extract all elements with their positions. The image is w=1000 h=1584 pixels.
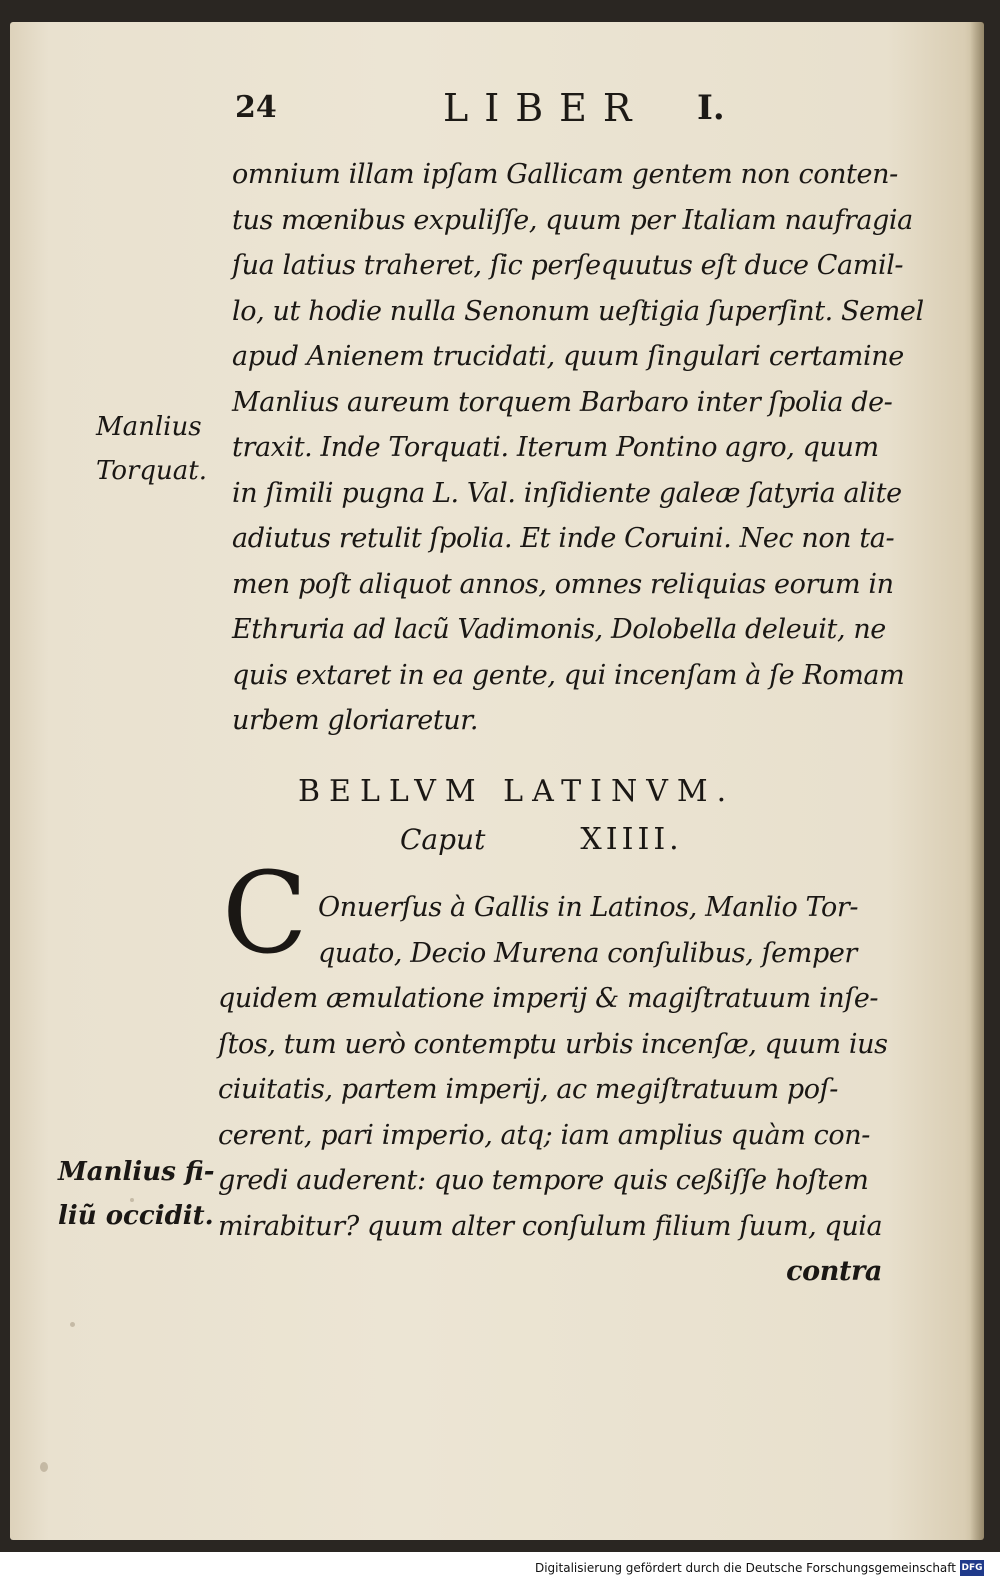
text-line: gredi auderent: quo tempore quis ceßiſſe hoſtem xyxy=(218,1165,869,1196)
caput-label: Caput xyxy=(400,823,486,856)
text-line: ciuitatis, partem imperij, ac megiſtratuum poſ- xyxy=(218,1074,838,1105)
paper-stain xyxy=(70,1322,75,1327)
running-title: LIBER xyxy=(443,86,648,130)
marginal-note-line: liũ occidit. xyxy=(58,1201,214,1231)
text-line: mirabitur? quum alter conſulum filium ſuum, quia xyxy=(218,1210,883,1242)
chapter-text xyxy=(218,885,898,1295)
body-text xyxy=(232,152,924,744)
page-gutter-shadow xyxy=(970,22,984,1540)
text-line: cerent, pari imperio, atq; iam amplius quàm con- xyxy=(218,1119,870,1151)
funding-credit: Digitalisierung gefördert durch die Deutsche Forschungsgemeinschaft xyxy=(534,1561,956,1575)
text-line: quis extaret in ea gente, qui incenſam à ſe Romam xyxy=(232,659,905,691)
paper-stain xyxy=(40,1462,48,1472)
marginal-note-manlius-filium xyxy=(58,1150,215,1238)
text-line: Ethruria ad lacũ Vadimonis, Dolobella deleuit, ne xyxy=(232,614,886,645)
text-line: in ſimili pugna L. Val. inſidiente galeæ ſatyria alite xyxy=(232,477,902,509)
text-line: tus mœnibus expuliſſe, quum per Italiam naufragia xyxy=(232,204,913,236)
dfg-logo: DFG xyxy=(960,1560,984,1576)
text-line: urbem gloriaretur. xyxy=(232,705,479,736)
text-line: Onuerſus à Gallis in Latinos, Manlio Tor- xyxy=(318,892,859,923)
catchword: contra xyxy=(786,1256,882,1287)
text-line: Manlius aureum torquem Barbaro inter ſpolia de- xyxy=(232,386,893,418)
text-line: quato, Decio Murena conſulibus, ſemper xyxy=(318,937,857,969)
text-line: adiutus retulit ſpolia. Et inde Coruini. Nec non ta- xyxy=(232,523,895,554)
text-line: men poſt aliquot annos, omnes reliquias eorum in xyxy=(232,568,894,600)
digitization-footer xyxy=(0,1552,1000,1584)
marginal-note-line: Manlius xyxy=(96,412,202,442)
marginal-note-torquatus xyxy=(96,405,207,493)
caput-number: XIIII. xyxy=(580,822,683,857)
running-head xyxy=(235,86,735,136)
page-number: 24 xyxy=(235,90,277,125)
text-line: quidem æmulatione imperij & magiſtratuum inſe- xyxy=(218,983,879,1014)
marginal-note-line: Manlius fi- xyxy=(58,1157,215,1187)
text-line: ſtos, tum uerò contemptu urbis incenſæ, quum ius xyxy=(218,1028,888,1060)
text-line: lo, ut hodie nulla Senonum ueſtigia ſuperſint. Semel xyxy=(232,295,924,327)
chapter-heading: BELLVM LATINVM. xyxy=(298,774,736,809)
text-line: ſua latius traheret, ſic perſequutus eſt duce Camil- xyxy=(232,250,904,281)
book-number: I. xyxy=(697,88,725,128)
chapter-number xyxy=(400,822,800,857)
marginal-note-line: Torquat. xyxy=(96,456,208,486)
text-line: traxit. Inde Torquati. Iterum Pontino agro, quum xyxy=(232,432,879,463)
text-line: apud Anienem trucidati, quum ſingulari certamine xyxy=(232,341,904,372)
drop-cap: C xyxy=(222,849,308,979)
text-line: omnium illam ipſam Gallicam gentem non conten- xyxy=(232,159,898,190)
